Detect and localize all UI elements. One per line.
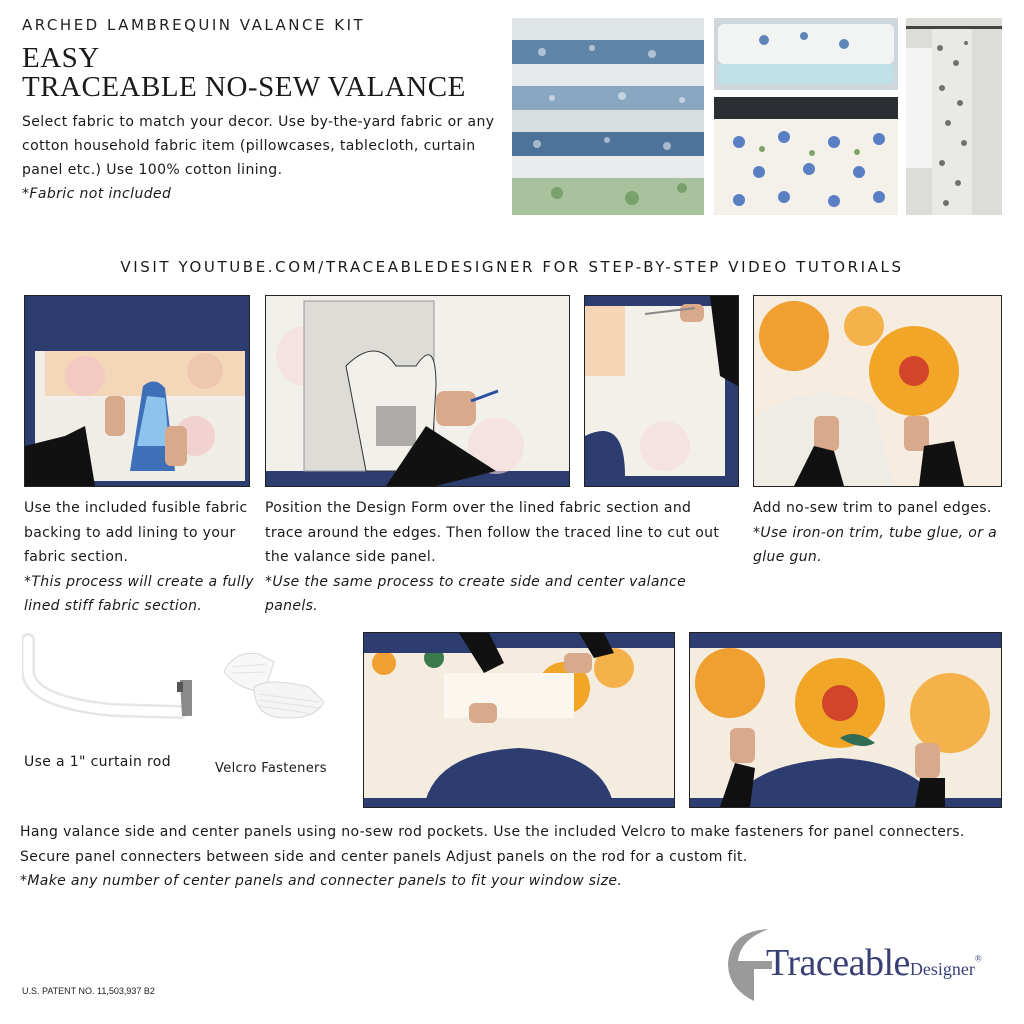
step-2-note: *Use the same process to create side and center valance panels. (265, 573, 687, 614)
title-line-2: TRACEABLE NO-SEW VALANCE (22, 71, 466, 103)
pillowcase-photo (714, 18, 898, 90)
title-line-1: EASY (22, 42, 100, 74)
fabric-note: *Fabric not included (22, 186, 172, 202)
hanging-instructions (20, 820, 1010, 894)
traceable-designer-logo (724, 925, 1014, 1005)
step-1-text: Use the included fusible fabric backing to add lining to your fabric section. (24, 500, 248, 565)
tracing-photo (265, 295, 570, 487)
hanging-note: *Make any number of center panels and connecter panels to fit your window size. (20, 873, 623, 889)
registered-mark: ® (974, 953, 982, 964)
curtain-rod-image (22, 632, 198, 737)
logo-name: Traceable (766, 942, 910, 984)
intro-paragraph: Select fabric to match your decor. Use by-the-yard fabric or any cotton household fabric item (pillowcases, tablecloth, curtain panel etc.) Use 100% cotton lining. (22, 114, 495, 178)
patent-number: U.S. PATENT NO. 11,503,937 B2 (22, 986, 155, 996)
trim-photo (753, 295, 1002, 487)
velcro-image (214, 642, 334, 742)
curtain-panel-photo (906, 18, 1002, 215)
hanging-line-2: Secure panel connecters between side and center panels Adjust panels on the rod for a custom fit. (20, 848, 748, 865)
kit-kicker: ARCHED LAMBREQUIN VALANCE KIT (22, 16, 366, 34)
step-3-caption (753, 496, 1011, 570)
rod-pocket-photo (689, 632, 1002, 808)
video-tutorial-banner: VISIT YOUTUBE.COM/TRACEABLEDESIGNER FOR STEP-BY-STEP VIDEO TUTORIALS (120, 258, 904, 276)
cutting-photo (584, 295, 739, 487)
intro-text (22, 110, 502, 206)
fabric-stack-photo (512, 18, 704, 215)
logo-suffix: Designer (909, 959, 975, 979)
rod-label: Use a 1" curtain rod (24, 754, 171, 770)
step-2-caption (265, 496, 727, 619)
tablecloth-photo (714, 97, 898, 215)
page-title (22, 44, 466, 102)
step-1-caption (24, 496, 256, 619)
hanging-line-1: Hang valance side and center panels using no-sew rod pockets. Use the included Velcro to make fasteners for panel connecters. (20, 824, 965, 840)
step-1-note: *This process will create a fully lined stiff fabric section. (24, 573, 254, 614)
logo-wordmark (766, 941, 981, 985)
step-2-text: Position the Design Form over the lined fabric section and trace around the edges. Then follow the traced line to cut out the valance side panel. (265, 500, 720, 565)
step-3-note: *Use iron-on trim, tube glue, or a glue gun. (753, 524, 998, 565)
panel-connect-photo (363, 632, 675, 808)
ironing-photo (24, 295, 250, 487)
velcro-label: Velcro Fasteners (215, 761, 327, 776)
step-3-text: Add no-sew trim to panel edges. (753, 500, 992, 516)
